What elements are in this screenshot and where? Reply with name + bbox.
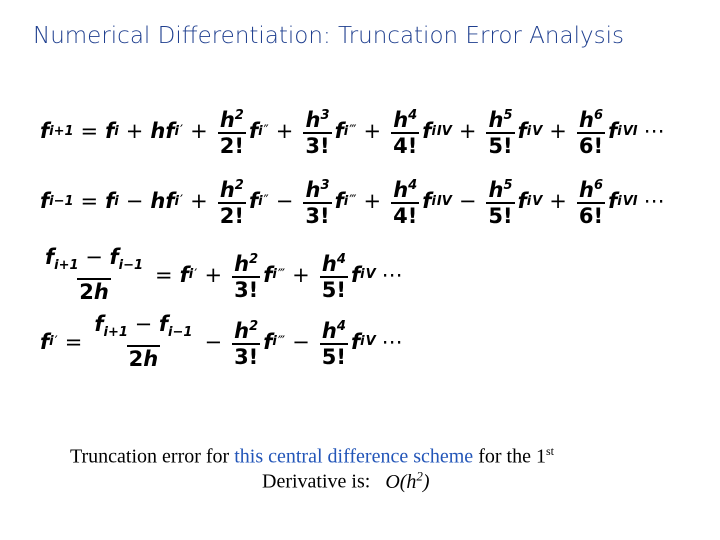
note-superscript: st (545, 444, 554, 458)
derivative-equation: f i ′ = $\frac{f_{i+1} - f_{i-1}}{2h}$ − $\frac{h^2}{3!}$ f i ‴ − $\frac{h^4}{5!}$ f i V ⋯ (40, 312, 403, 372)
taylor-backward-equation: f i−1 = f i − hf i ′ + $\frac{h^2}{2!}$ f i ″ − $\frac{h^3}{3!}$ f i ‴ + $\frac{h^4}{4!}$ f i IV − $\frac{h^5}{5!}$ f i V + $\frac{h^6}{6!}$ f i VI ⋯ (40, 178, 665, 228)
derivative-label: Derivative is: (262, 470, 371, 493)
note-highlight-scheme: scheme (408, 445, 474, 468)
truncation-order-line (262, 468, 430, 494)
slide-title: Numerical Differentiation: Truncation Error Analysis (33, 23, 624, 49)
taylor-forward-equation: f i+1 = f i + hf i ′ + $\frac{h^2}{2!}$ f i ″ + $\frac{h^3}{3!}$ f i ‴ + $\frac{h^4}{4!}$ f i IV + $\frac{h^5}{5!}$ f i V + $\frac{h^6}{6!}$ f i VI ⋯ (40, 108, 665, 158)
central-difference-equation: $\frac{f_{i+1} - f_{i-1}}{2h}$ = f i ′ + $\frac{h^2}{3!}$ f i ‴ + $\frac{h^4}{5!}$ f i V ⋯ (45, 245, 403, 305)
note-highlight-central: this central difference (234, 445, 409, 468)
note-text-end: for the 1 (473, 445, 546, 468)
note-text-start: Truncation error for (70, 445, 235, 468)
order-expression: $O(h^2)$ (385, 468, 430, 493)
truncation-error-note (70, 436, 690, 472)
